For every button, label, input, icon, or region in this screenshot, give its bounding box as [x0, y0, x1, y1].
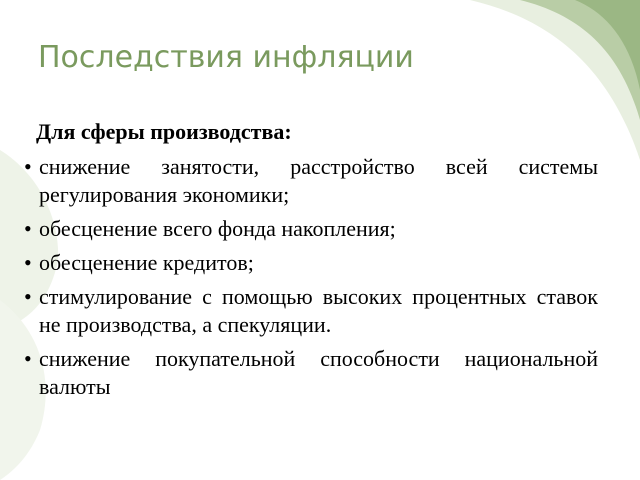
bullet-item: • стимулирование с помощью высоких процентных ставок не производства, а спекуляции.: [20, 283, 598, 339]
section-subheading: Для сферы производства:: [36, 119, 292, 144]
bullet-item: • снижение занятости, расстройство всей системы регулирования экономики;: [20, 153, 598, 209]
bullet-item: • обесценение кредитов;: [20, 249, 598, 277]
bullet-list: [20, 153, 598, 407]
bullet-item: • снижение покупательной способности национальной валюты: [20, 345, 598, 401]
bullet-item: • обесценение всего фонда накопления;: [20, 215, 598, 243]
slide-title: Последствия инфляции: [38, 40, 414, 75]
